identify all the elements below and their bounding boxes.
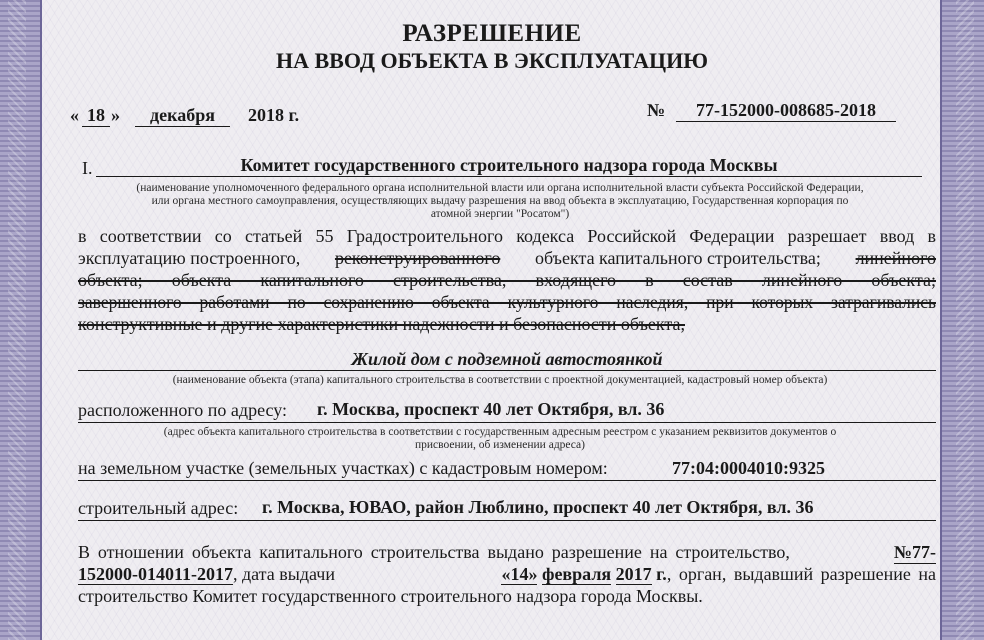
address-value: г. Москва, проспект 40 лет Октября, вл. 36 xyxy=(317,399,665,419)
permit-line-3: строительство Комитет государственного строительного надзора города Москвы. xyxy=(78,586,703,606)
permit-issue-label: , дата выдачи xyxy=(233,564,335,584)
permit-line-1-text: В отношении объекта капитального строительства выдано разрешение на строительство, xyxy=(78,542,790,562)
body-line-1: в соответствии со статьей 55 Градостроительного кодекса Российской Федерации разрешает ввод в xyxy=(78,226,936,246)
body-line-2b: реконструированного xyxy=(334,248,501,268)
address-note-2: присвоении, об изменении адреса) xyxy=(415,439,585,451)
permit-line-2 xyxy=(78,564,936,585)
authority-underline xyxy=(96,176,922,177)
permit-construction-number: 152000-014011-2017 xyxy=(78,564,233,584)
number-sign: № xyxy=(647,100,666,120)
authority-note-2: или органа местного самоуправления, осуществляющих выдачу разрешения на ввод объекта в эксплуатацию, Государственная корпорация по xyxy=(151,195,849,207)
object-name-note: (наименование объекта (этапа) капитального строительства в соответствии с проектной документацией, кадастровый номер объекта) xyxy=(172,374,828,386)
land-label: на земельном участке (земельных участках) с кадастровым номером: xyxy=(78,458,608,478)
build-address-value: г. Москва, ЮВАО, район Люблино, проспект 40 лет Октября, вл. 36 xyxy=(262,497,814,517)
date-quote-open: « xyxy=(70,105,79,125)
address-label: расположенного по адресу: xyxy=(78,400,288,420)
permit-line-1 xyxy=(78,542,936,564)
document-title: РАЗРЕШЕНИЕ xyxy=(402,20,582,47)
permit-number: 77-152000-008685-2018 xyxy=(676,100,896,122)
date-month: декабря xyxy=(135,105,230,127)
build-address-label: строительный адрес: xyxy=(78,498,239,518)
body-line-5: конструктивные и другие характеристики надежности и безопасности объекта, xyxy=(78,314,685,334)
object-name: Жилой дом с подземной автостоянкой xyxy=(351,349,663,369)
address-underline xyxy=(78,422,936,423)
land-underline xyxy=(78,480,936,481)
permit-issue-year: 2017 xyxy=(615,564,652,584)
date-year: 2018 г. xyxy=(248,105,300,125)
land-cadastral-number: 77:04:0004010:9325 xyxy=(672,458,825,478)
body-line-3: объекта; объекта капитального строительства, входящего в состав линейного объекта; xyxy=(78,270,936,290)
document-subtitle: НА ВВОД ОБЪЕКТА В ЭКСПЛУАТАЦИЮ xyxy=(276,48,708,73)
decorative-border-left xyxy=(0,0,42,640)
permit-issuer-label: , орган, выдавший разрешение на xyxy=(666,564,936,584)
body-line-2a: эксплуатацию построенного, xyxy=(78,248,301,268)
date-quote-close: » xyxy=(111,105,120,125)
body-line-4: завершенного работами по сохранению объекта культурного наследия, при которых затрагивались xyxy=(78,292,936,312)
body-line-2c: объекта капитального строительства; xyxy=(534,248,821,268)
authority-note-1: (наименование уполномоченного федерального органа исполнительной власти или органа исполнительной власти субъекта Российской Федерации, xyxy=(136,182,864,194)
build-address-underline xyxy=(78,520,936,521)
authority-note-3: атомной энергии "Росатом") xyxy=(430,208,570,220)
body-line-2 xyxy=(78,248,936,269)
date-day: 18 xyxy=(82,105,110,127)
permit-issue-year-suffix: г. xyxy=(656,564,667,584)
section-roman: I. xyxy=(82,158,93,178)
body-line-2d: линейного xyxy=(855,248,936,268)
authority-name: Комитет государственного строительного надзора города Москвы xyxy=(240,155,778,175)
decorative-border-right xyxy=(940,0,984,640)
permit-line-1-number: №77- xyxy=(893,542,936,562)
permit-issue-day: «14» xyxy=(501,564,538,584)
permit-issue-month: февраля xyxy=(541,564,612,584)
address-note-1: (адрес объекта капитального строительства в соответствии с государственным адресным реестром с указанием реквизитов документов о xyxy=(163,426,837,438)
object-underline xyxy=(78,370,936,371)
